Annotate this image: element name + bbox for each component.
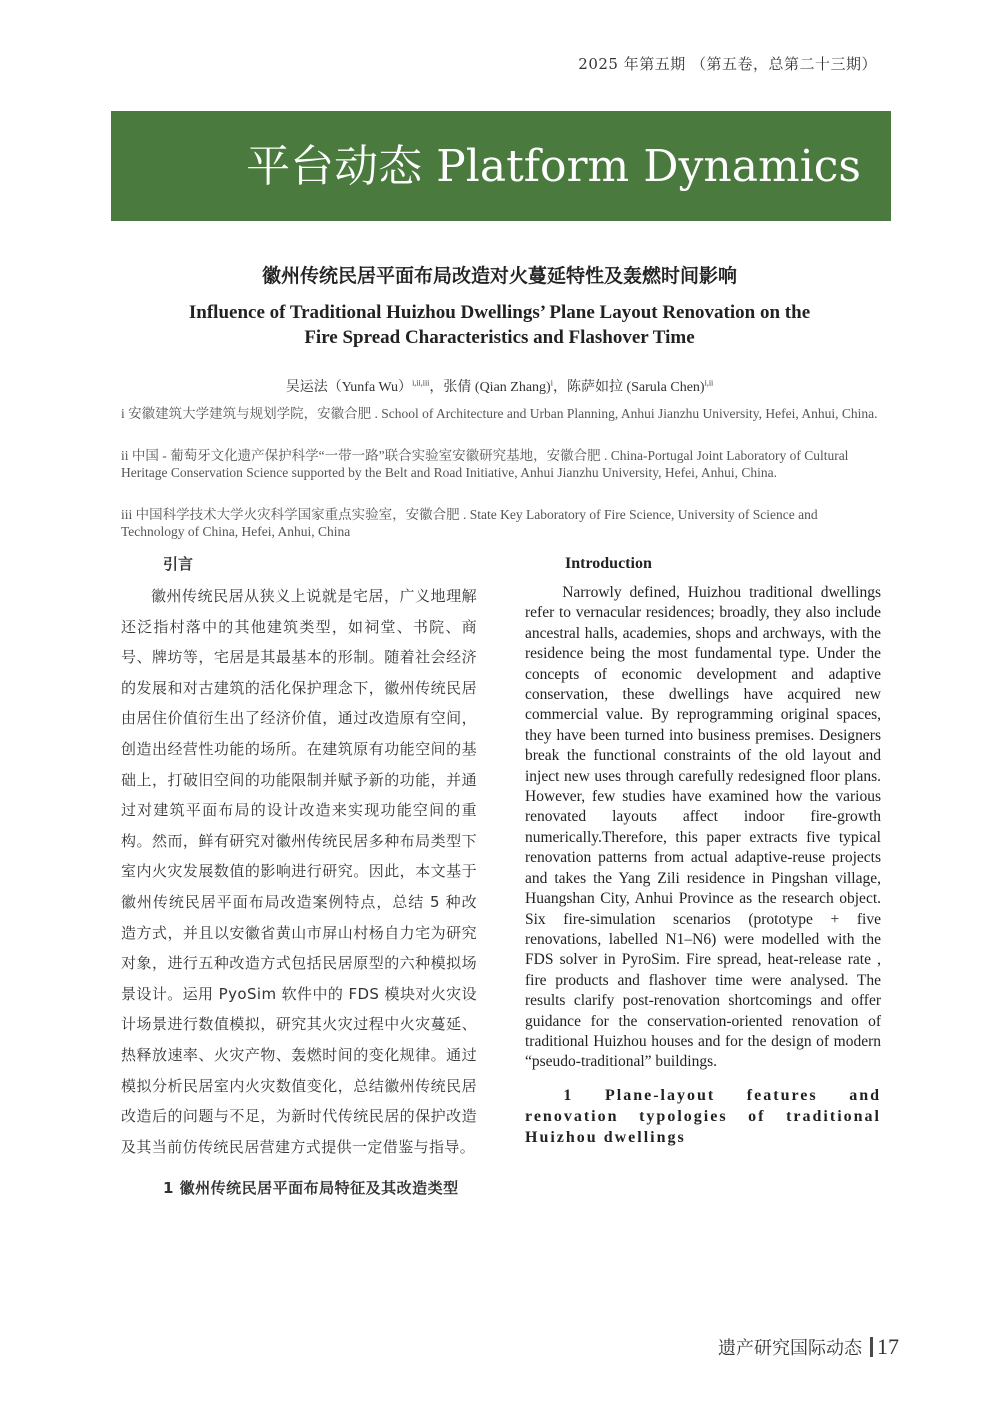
article-title-en-line1: Influence of Traditional Huizhou Dwellings’ Plane Layout Renovation on the [188,302,811,323]
author-2-affil: i [550,378,553,388]
journal-name: 遗产研究国际动态 [718,1338,862,1359]
article-title-en-line2: Fire Spread Characteristics and Flashover Time [304,327,695,348]
affiliation-2: ii 中国 - 葡萄牙文化遗产保护科学“一带一路”联合实验室安徽研究基地，安徽合肥 . China-Portugal Joint Laboratory of Cultural Heritage Conservation Science supported by the Belt and Road Initiative, Anhui Jianzhu University, Hefei, Anhui, China. [121,448,849,480]
footer-divider [870,1337,873,1357]
author-1: 吴运法（Yunfa Wu） [285,380,413,395]
right-column [525,551,881,1148]
author-list [0,376,999,396]
issue-info: 2025 年第五期 （第五卷，总第二十三期） [578,55,877,73]
page-number: 17 [877,1334,899,1359]
section-banner [111,111,891,221]
author-3: ，陈萨如拉 (Sarula Chen) [552,380,705,395]
section-1-heading-cn: 1 徽州传统民居平面布局特征及其改造类型 [163,1179,459,1198]
intro-body-cn: 徽州传统民居从狭义上说就是宅居，广义地理解还泛指村落中的其他建筑类型，如祠堂、书院、商号、牌坊等，宅居是其最基本的形制。随着社会经济的发展和对古建筑的活化保护理念下，徽州传统民居由居住价值衍生出了经济价值，通过改造原有空间，创造出经营性功能的场所。在建筑原有功能空间的基础上，打破旧空间的功能限制并赋予新的功能，并通过对建筑平面布局的设计改造来实现功能空间的重构。然而，鲜有研究对徽州传统民居多种布局类型下室内火灾发展数值的影响进行研究。因此，本文基于徽州传统民居平面布局改造案例特点，总结 5 种改造方式，并且以安徽省黄山市屏山村杨自力宅为研究对象，进行五种改造方式包括民居原型的六种模拟场景设计。运用 PyoSim 软件中的 FDS 模块对火灾设计场景进行数值模拟，研究其火灾过程中火灾蔓延、热释放速率、火灾产物、轰燃时间的变化规律。通过模拟分析民居室内火灾数值变化，总结徽州传统民居改造后的问题与不足，为新时代传统民居的保护改造及其当前仿传统民居营建方式提供一定借鉴与指导。 [121,587,477,1156]
author-3-affil: i,ii [704,378,714,388]
intro-heading-en: Introduction [565,555,652,572]
affiliation-3: iii 中国科学技术大学火灾科学国家重点实验室，安徽合肥 . State Key Laboratory of Fire Science, University of Science and Technology of China, Hefei, Anhui, China [121,507,818,539]
article-title-cn: 徽州传统民居平面布局改造对火蔓延特性及轰燃时间影响 [261,265,737,287]
author-1-affil: i,ii,iii [412,378,430,388]
section-title: 平台动态 Platform Dynamics [246,141,861,192]
section-1-heading-en: 1 Plane-layout features and renovation typologies of traditional Huizhou dwellings [525,1086,881,1146]
page-footer [718,1334,899,1360]
author-2: ，张倩 (Qian Zhang) [429,380,551,395]
affiliation-1: i 安徽建筑大学建筑与规划学院，安徽合肥 . School of Architecture and Urban Planning, Anhui Jianzhu University, Hefei, Anhui, China. [121,406,878,421]
article-title-en [80,300,919,350]
left-column [121,551,477,1202]
intro-heading-cn: 引言 [163,555,194,573]
intro-body-en: Narrowly defined, Huizhou traditional dwellings refer to vernacular residences; broadly, they also include ancestral halls, academies, shops and archways, with the residence being the most fundamental type. Under the concepts of economic development and adaptive conservation, these dwellings have acquired new commercial value. By reprogramming original spaces, they have been turned into business premises. Designers break the functional constraints of the old layout and inject new uses through carefully redesigned floor plans. However, few studies have examined how the various renovated layouts affect indoor fire-growth numerically.Therefore, this paper extracts five typical renovation patterns from actual adaptive-reuse projects and takes the Yang Zili residence in Pingshan village, Huangshan City, Anhui Province as the research object. Six fire-simulation scenarios (prototype + five renovations, labelled N1–N6) were modelled with the FDS solver in PyroSim. Fire spread, heat-release rate , fire products and flashover time were analysed. The results clarify post-renovation shortcomings and offer guidance for the conservation-oriented renovation of traditional Huizhou houses and for the design of modern “pseudo-traditional” buildings. [525,584,881,1071]
